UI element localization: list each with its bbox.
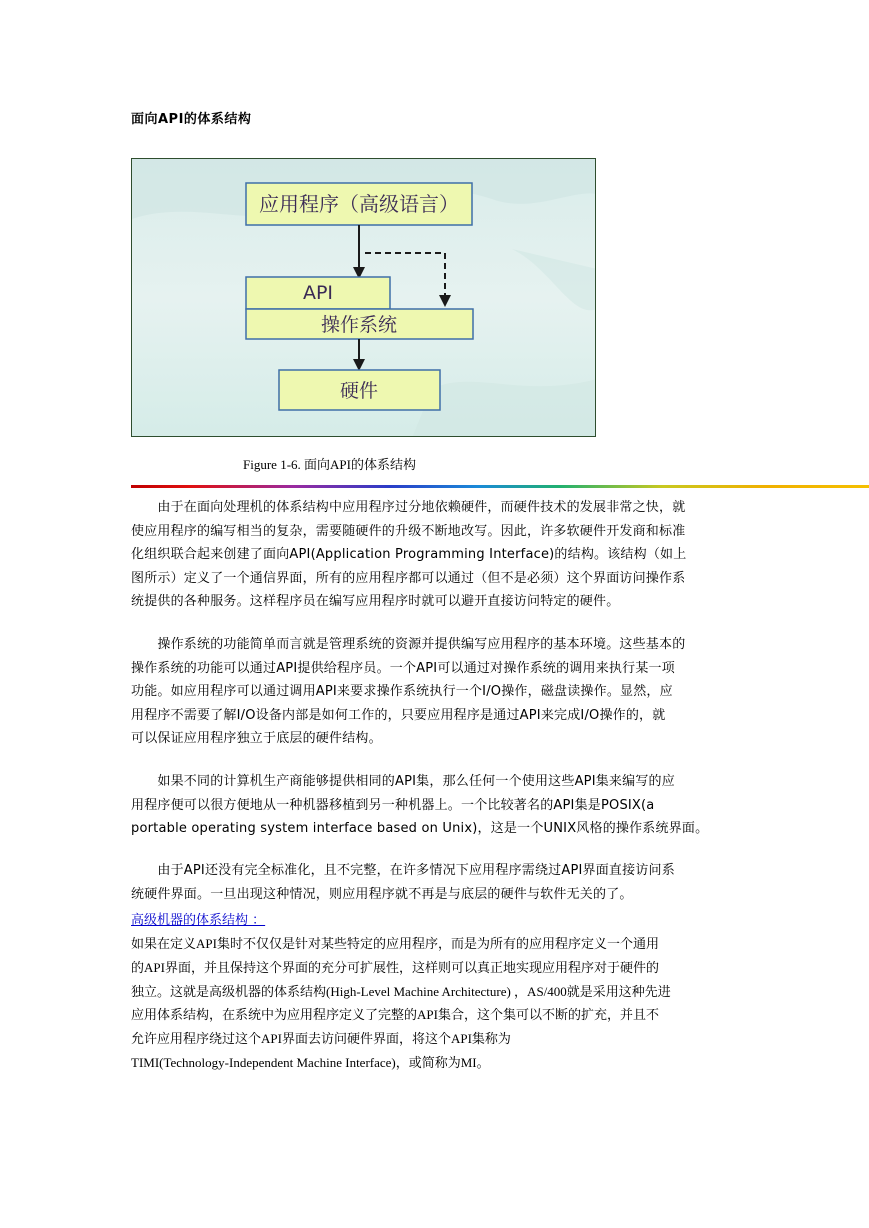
figure-caption: Figure 1-6. 面向API的体系结构 [243,457,416,472]
paragraph-3 [131,770,739,841]
paragraph-line: 化组织联合起来创建了面向API(Application Programming Interface)的结构。该结构（如上 [131,547,687,563]
paragraph-line: 统提供的各种服务。这样程序员在编写应用程序时就可以避开直接访问特定的硬件。 [131,594,620,610]
os-box-label: 操作系统 [320,314,398,336]
paragraph-line: TIMI(Technology-Independent Machine Interface)，或简称为MI。 [131,1054,490,1070]
paragraph-line: 操作系统的功能可以通过API提供给程序员。一个API可以通过对操作系统的调用来执行某一项 [131,660,675,676]
paragraph-line: 统硬件界面。一旦出现这种情况，则应用程序就不再是与底层的硬件与软件无关的了。 [131,886,633,902]
paragraph-line: 如果不同的计算机生产商能够提供相同的API集，那么任何一个使用这些API集来编写的应 [131,774,675,789]
paragraph-line: 可以保证应用程序独立于底层的硬件结构。 [131,731,382,747]
paragraph-line: 应用体系结构，在系统中为应用程序定义了完整的API集合，这个集可以不断的扩充，并且不 [131,1007,659,1023]
paragraph-line: 如果在定义API集时不仅仅是针对某些特定的应用程序，而是为所有的应用程序定义一个通用 [131,936,659,951]
paragraph-line: 由于在面向处理机的体系结构中应用程序过分地依赖硬件，而硬件技术的发展非常之快，就 [131,500,686,515]
paragraph-line: 使应用程序的编写相当的复杂，需要随硬件的升级不断地改写。因此，许多软硬件开发商和标准 [131,523,686,539]
paragraph-2 [131,633,739,751]
section-heading: 面向API的体系结构 [131,112,252,127]
paragraph-line: 用程序不需要了解I/O设备内部是如何工作的，只要应用程序是通过API来完成I/O操作的，就 [131,707,666,723]
api-architecture-diagram [131,158,596,437]
api-box-label: API [302,282,334,304]
paragraph-line: portable operating system interface based on Unix)，这是一个UNIX风格的操作系统界面。 [131,821,709,837]
paragraph-line: 图所示）定义了一个通信界面，所有的应用程序都可以通过（但不是必须）这个界面访问操作系 [131,570,686,586]
paragraph-line: 操作系统的功能简单而言就是管理系统的资源并提供编写应用程序的基本环境。这些基本的 [131,637,686,652]
paragraph-line: 功能。如应用程序可以通过调用API来要求操作系统执行一个I/O操作，磁盘读操作。显然，应 [131,684,673,700]
paragraph-line: 的API界面，并且保持这个界面的充分可扩展性，这样则可以真正地实现应用程序对于硬件的 [131,959,659,975]
rainbow-divider [131,485,869,488]
paragraph-1 [131,496,739,614]
paragraph-line: 独立。这就是高级机器的体系结构(High-Level Machine Architecture) ，AS/400就是采用这种先进 [131,983,671,999]
high-level-machine-link[interactable]: 高级机器的体系结构 ： [131,913,266,928]
paragraph-line: 允许应用程序绕过这个API界面去访问硬件界面，将这个API集称为 [131,1031,511,1047]
paragraph-line: 用程序便可以很方便地从一种机器移植到另一种机器上。一个比较著名的API集是POSIX(a [131,797,655,813]
app-box-label: 应用程序（高级语言） [259,192,459,216]
paragraph-4 [131,859,739,906]
paragraph-line: 由于API还没有完全标准化，且不完整，在许多情况下应用程序需绕过API界面直接访问系 [131,863,675,878]
hardware-box-label: 硬件 [339,380,379,402]
paragraph-5 [131,932,739,1075]
